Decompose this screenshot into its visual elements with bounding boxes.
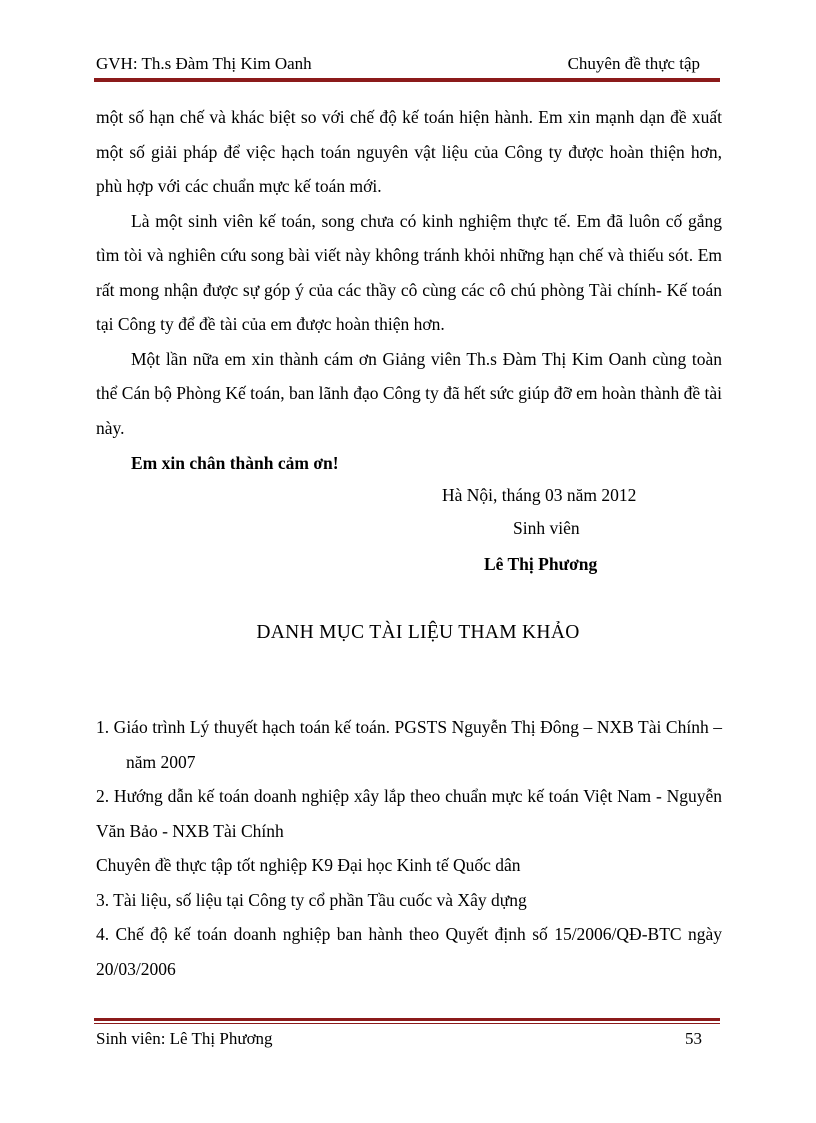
header-rule bbox=[94, 76, 720, 82]
footer-student: Sinh viên: Lê Thị Phương bbox=[96, 1029, 273, 1048]
reference-item: 1. Giáo trình Lý thuyết hạch toán kế toán. PGSTS Nguyễn Thị Đông – NXB Tài Chính – năm 2007 bbox=[96, 717, 722, 772]
closing-thanks: Em xin chân thành cảm ơn! bbox=[131, 453, 339, 473]
body-paragraph: Là một sinh viên kế toán, song chưa có kinh nghiệm thực tế. Em đã luôn cố gắng tìm tòi và nghiên cứu song bài viết này không tránh khỏi những hạn chế và thiếu sót. Em rất mong nhận được sự góp ý của các thầy cô cùng các cô chú phòng Tài chính- Kế toán tại Công ty để đề tài của em được hoàn thiện hơn. bbox=[96, 210, 722, 334]
header-report-type: Chuyên đề thực tập bbox=[567, 54, 700, 73]
page-number: 53 bbox=[685, 1029, 702, 1048]
body-paragraph: Một lần nữa em xin thành cám ơn Giảng viên Th.s Đàm Thị Kim Oanh cùng toàn thể Cán bộ Phòng Kế toán, ban lãnh đạo Công ty đã hết sức giúp đỡ em hoàn thành đề tài này. bbox=[96, 348, 722, 438]
page-header bbox=[96, 52, 702, 76]
reference-item: 4. Chế độ kế toán doanh nghiệp ban hành theo Quyết định số 15/2006/QĐ-BTC ngày 20/03/2006 bbox=[96, 924, 722, 979]
references-list bbox=[96, 710, 722, 986]
closing-signature-name: Lê Thị Phương bbox=[484, 554, 598, 574]
closing-role: Sinh viên bbox=[513, 518, 580, 538]
reference-item: 2. Hướng dẫn kế toán doanh nghiệp xây lắp theo chuẩn mực kế toán Việt Nam - Nguyễn Văn Bảo - NXB Tài Chính bbox=[96, 786, 722, 841]
closing-place-date: Hà Nội, tháng 03 năm 2012 bbox=[442, 485, 637, 505]
reference-item: 3. Tài liệu, số liệu tại Công ty cổ phần Tầu cuốc và Xây dựng bbox=[96, 889, 527, 910]
references-title: DANH MỤC TÀI LIỆU THAM KHẢO bbox=[256, 622, 580, 643]
body-text bbox=[96, 100, 722, 445]
footer-rule bbox=[94, 1018, 720, 1024]
header-supervisor: GVH: Th.s Đàm Thị Kim Oanh bbox=[96, 54, 312, 73]
body-paragraph: một số hạn chế và khác biệt so với chế độ kế toán hiện hành. Em xin mạnh dạn đề xuất một số giải pháp để việc hạch toán nguyên vật liệu của Công ty được hoàn thiện hơn, phù hợp với các chuẩn mực kế toán mới. bbox=[96, 107, 722, 196]
reference-item: Chuyên đề thực tập tốt nghiệp K9 Đại học Kinh tế Quốc dân bbox=[96, 855, 521, 875]
